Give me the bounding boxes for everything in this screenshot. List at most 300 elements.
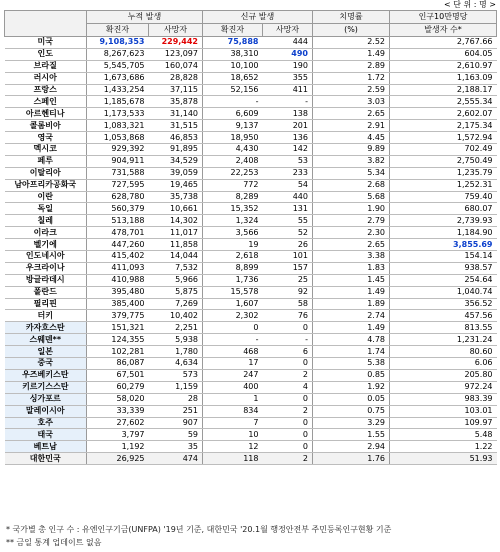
new-confirmed-cell: 834 xyxy=(203,405,263,417)
country-cell: 이라크 xyxy=(5,227,87,239)
new-deaths-cell: 0 xyxy=(263,441,313,453)
country-cell: 터키 xyxy=(5,310,87,322)
table-row xyxy=(5,334,497,346)
cumulative-confirmed-cell: 929,392 xyxy=(87,144,149,156)
country-cell: 스페인 xyxy=(5,96,87,108)
per-100k-cell: 2,739.93 xyxy=(390,215,497,227)
country-cell: 일본 xyxy=(5,346,87,358)
country-cell: 콜롬비아 xyxy=(5,120,87,132)
table-row xyxy=(5,203,497,215)
cumulative-confirmed-cell: 513,188 xyxy=(87,215,149,227)
table-row xyxy=(5,441,497,453)
cumulative-deaths-cell: 37,115 xyxy=(149,84,203,96)
new-confirmed-cell: 18,950 xyxy=(203,132,263,144)
new-confirmed-cell: 1,736 xyxy=(203,274,263,286)
table-row xyxy=(5,322,497,334)
fatality-rate-cell: 1.92 xyxy=(313,381,390,393)
fatality-rate-cell: 5.68 xyxy=(313,191,390,203)
table-row xyxy=(5,96,497,108)
per-100k-cell: 457.56 xyxy=(390,310,497,322)
fatality-rate-cell: 1.74 xyxy=(313,346,390,358)
cumulative-deaths-cell: 19,465 xyxy=(149,179,203,191)
fatality-rate-cell: 5.34 xyxy=(313,167,390,179)
new-deaths-cell: 101 xyxy=(263,251,313,263)
cumulative-confirmed-cell: 727,595 xyxy=(87,179,149,191)
new-deaths-cell: 0 xyxy=(263,358,313,370)
cumulative-confirmed-cell: 26,925 xyxy=(87,453,149,465)
new-confirmed-cell: 52,156 xyxy=(203,84,263,96)
new-confirmed-cell: 0 xyxy=(203,322,263,334)
header-fatality: 치명률 xyxy=(313,11,390,24)
new-confirmed-cell: 9,137 xyxy=(203,120,263,132)
header-cum-deaths: 사망자 xyxy=(149,24,203,37)
new-deaths-cell: 0 xyxy=(263,429,313,441)
country-cell: 프랑스 xyxy=(5,84,87,96)
per-100k-cell: 1,235.79 xyxy=(390,167,497,179)
new-confirmed-cell: 75,888 xyxy=(203,37,263,49)
cumulative-deaths-cell: 10,402 xyxy=(149,310,203,322)
fatality-rate-cell: 3.82 xyxy=(313,155,390,167)
per-100k-cell: 1.22 xyxy=(390,441,497,453)
per-100k-cell: 1,572.94 xyxy=(390,132,497,144)
new-confirmed-cell: - xyxy=(203,96,263,108)
new-confirmed-cell: 10,100 xyxy=(203,60,263,72)
country-cell: 러시아 xyxy=(5,72,87,84)
table-row xyxy=(5,405,497,417)
new-deaths-cell: 4 xyxy=(263,381,313,393)
table-row xyxy=(5,191,497,203)
new-deaths-cell: 444 xyxy=(263,37,313,49)
per-100k-cell: 702.49 xyxy=(390,144,497,156)
fatality-rate-cell: 2.74 xyxy=(313,310,390,322)
country-cell: 베트남 xyxy=(5,441,87,453)
table-row xyxy=(5,155,497,167)
cumulative-confirmed-cell: 447,260 xyxy=(87,239,149,251)
per-100k-cell: 80.60 xyxy=(390,346,497,358)
cumulative-deaths-cell: 11,017 xyxy=(149,227,203,239)
fatality-rate-cell: 3.38 xyxy=(313,251,390,263)
country-cell: 멕시코 xyxy=(5,144,87,156)
per-100k-cell: 205.80 xyxy=(390,369,497,381)
cumulative-confirmed-cell: 1,053,868 xyxy=(87,132,149,144)
new-confirmed-cell: 12 xyxy=(203,441,263,453)
cumulative-confirmed-cell: 1,433,254 xyxy=(87,84,149,96)
cumulative-deaths-cell: 7,269 xyxy=(149,298,203,310)
header-per100k: 인구10만명당 xyxy=(390,11,497,24)
new-deaths-cell: 490 xyxy=(263,48,313,60)
table-row xyxy=(5,310,497,322)
covid-stats-table xyxy=(4,10,497,465)
new-confirmed-cell: 15,352 xyxy=(203,203,263,215)
per-100k-cell: 2,610.97 xyxy=(390,60,497,72)
cumulative-deaths-cell: 14,302 xyxy=(149,215,203,227)
new-deaths-cell: 201 xyxy=(263,120,313,132)
cumulative-confirmed-cell: 3,797 xyxy=(87,429,149,441)
cumulative-deaths-cell: 123,097 xyxy=(149,48,203,60)
new-deaths-cell: 58 xyxy=(263,298,313,310)
new-confirmed-cell: 8,899 xyxy=(203,262,263,274)
country-cell: 우즈베키스탄 xyxy=(5,369,87,381)
table-row xyxy=(5,286,497,298)
new-deaths-cell: 92 xyxy=(263,286,313,298)
cumulative-confirmed-cell: 560,379 xyxy=(87,203,149,215)
per-100k-cell: 2,175.34 xyxy=(390,120,497,132)
per-100k-cell: 356.52 xyxy=(390,298,497,310)
fatality-rate-cell: 9.89 xyxy=(313,144,390,156)
new-deaths-cell: 53 xyxy=(263,155,313,167)
country-cell: 키르기스스탄 xyxy=(5,381,87,393)
fatality-rate-cell: 2.59 xyxy=(313,84,390,96)
footnote-no-update: ** 금일 통계 업데이트 없음 xyxy=(6,538,102,547)
header-per100k-sub: 발생자 수* xyxy=(390,24,497,37)
country-cell: 이란 xyxy=(5,191,87,203)
table-row xyxy=(5,393,497,405)
country-cell: 스웨덴** xyxy=(5,334,87,346)
cumulative-confirmed-cell: 27,602 xyxy=(87,417,149,429)
table-row xyxy=(5,227,497,239)
per-100k-cell: 109.97 xyxy=(390,417,497,429)
table-row xyxy=(5,369,497,381)
cumulative-deaths-cell: 11,858 xyxy=(149,239,203,251)
fatality-rate-cell: 2.65 xyxy=(313,239,390,251)
table-row xyxy=(5,132,497,144)
country-cell: 아르헨티나 xyxy=(5,108,87,120)
new-deaths-cell: - xyxy=(263,96,313,108)
table-row xyxy=(5,274,497,286)
table-row xyxy=(5,346,497,358)
footnote-population: * 국가별 총 인구 수 : 유엔인구기금(UNFPA) '19년 기준, 대한민국 '20.1월 행정안전부 주민등록인구현황 기준 xyxy=(6,525,392,534)
footnotes xyxy=(6,523,496,549)
table-row xyxy=(5,48,497,60)
new-confirmed-cell: 4,430 xyxy=(203,144,263,156)
cumulative-deaths-cell: 35 xyxy=(149,441,203,453)
fatality-rate-cell: 1.89 xyxy=(313,298,390,310)
fatality-rate-cell: 1.49 xyxy=(313,48,390,60)
table-row xyxy=(5,251,497,263)
new-deaths-cell: 136 xyxy=(263,132,313,144)
cumulative-deaths-cell: 59 xyxy=(149,429,203,441)
new-deaths-cell: 138 xyxy=(263,108,313,120)
country-cell: 호주 xyxy=(5,417,87,429)
per-100k-cell: 1,252.31 xyxy=(390,179,497,191)
table-row xyxy=(5,120,497,132)
table-row xyxy=(5,84,497,96)
country-cell: 인도 xyxy=(5,48,87,60)
cumulative-deaths-cell: 46,853 xyxy=(149,132,203,144)
cumulative-confirmed-cell: 1,173,533 xyxy=(87,108,149,120)
new-deaths-cell: 190 xyxy=(263,60,313,72)
unit-label: < 단 위 : 명 > xyxy=(443,0,496,9)
cumulative-confirmed-cell: 102,281 xyxy=(87,346,149,358)
cumulative-deaths-cell: 14,044 xyxy=(149,251,203,263)
header-fatality-unit: (%) xyxy=(313,24,390,37)
cumulative-deaths-cell: 4,634 xyxy=(149,358,203,370)
per-100k-cell: 759.40 xyxy=(390,191,497,203)
cumulative-deaths-cell: 7,532 xyxy=(149,262,203,274)
table-row xyxy=(5,72,497,84)
new-confirmed-cell: 400 xyxy=(203,381,263,393)
per-100k-cell: 103.01 xyxy=(390,405,497,417)
new-deaths-cell: 26 xyxy=(263,239,313,251)
country-cell: 영국 xyxy=(5,132,87,144)
cumulative-deaths-cell: 5,938 xyxy=(149,334,203,346)
fatality-rate-cell: 4.78 xyxy=(313,334,390,346)
new-confirmed-cell: 3,566 xyxy=(203,227,263,239)
new-confirmed-cell: 6,609 xyxy=(203,108,263,120)
new-deaths-cell: 233 xyxy=(263,167,313,179)
country-cell: 폴란드 xyxy=(5,286,87,298)
cumulative-deaths-cell: 229,442 xyxy=(149,37,203,49)
cumulative-confirmed-cell: 86,087 xyxy=(87,358,149,370)
table-row xyxy=(5,108,497,120)
table-row xyxy=(5,381,497,393)
fatality-rate-cell: 1.55 xyxy=(313,429,390,441)
fatality-rate-cell: 1.49 xyxy=(313,322,390,334)
new-deaths-cell: 2 xyxy=(263,453,313,465)
new-deaths-cell: 411 xyxy=(263,84,313,96)
cumulative-confirmed-cell: 1,185,678 xyxy=(87,96,149,108)
table-row xyxy=(5,215,497,227)
new-confirmed-cell: 19 xyxy=(203,239,263,251)
fatality-rate-cell: 2.79 xyxy=(313,215,390,227)
cumulative-deaths-cell: 31,515 xyxy=(149,120,203,132)
country-cell: 브라질 xyxy=(5,60,87,72)
table-body xyxy=(5,37,497,465)
country-cell: 카자흐스탄 xyxy=(5,322,87,334)
fatality-rate-cell: 2.30 xyxy=(313,227,390,239)
new-deaths-cell: 0 xyxy=(263,417,313,429)
country-cell: 남아프리카공화국 xyxy=(5,179,87,191)
country-cell: 필리핀 xyxy=(5,298,87,310)
fatality-rate-cell: 1.83 xyxy=(313,262,390,274)
country-cell: 벨기에 xyxy=(5,239,87,251)
cumulative-confirmed-cell: 8,267,623 xyxy=(87,48,149,60)
fatality-rate-cell: 2.65 xyxy=(313,108,390,120)
country-cell: 태국 xyxy=(5,429,87,441)
cumulative-deaths-cell: 474 xyxy=(149,453,203,465)
fatality-rate-cell: 0.75 xyxy=(313,405,390,417)
fatality-rate-cell: 2.52 xyxy=(313,37,390,49)
cumulative-confirmed-cell: 410,988 xyxy=(87,274,149,286)
fatality-rate-cell: 0.05 xyxy=(313,393,390,405)
per-100k-cell: 2,750.49 xyxy=(390,155,497,167)
table-row xyxy=(5,144,497,156)
per-100k-cell: 254.64 xyxy=(390,274,497,286)
new-confirmed-cell: 22,253 xyxy=(203,167,263,179)
per-100k-cell: 5.48 xyxy=(390,429,497,441)
new-confirmed-cell: 1,607 xyxy=(203,298,263,310)
cumulative-deaths-cell: 35,738 xyxy=(149,191,203,203)
new-deaths-cell: 131 xyxy=(263,203,313,215)
per-100k-cell: 6.06 xyxy=(390,358,497,370)
per-100k-cell: 680.07 xyxy=(390,203,497,215)
per-100k-cell: 2,602.07 xyxy=(390,108,497,120)
table-row xyxy=(5,262,497,274)
new-deaths-cell: 55 xyxy=(263,215,313,227)
cumulative-deaths-cell: 91,895 xyxy=(149,144,203,156)
country-cell: 방글라데시 xyxy=(5,274,87,286)
fatality-rate-cell: 2.68 xyxy=(313,179,390,191)
new-confirmed-cell: 468 xyxy=(203,346,263,358)
per-100k-cell: 2,555.34 xyxy=(390,96,497,108)
cumulative-confirmed-cell: 9,108,353 xyxy=(87,37,149,49)
fatality-rate-cell: 1.45 xyxy=(313,274,390,286)
table-row xyxy=(5,298,497,310)
header-cumulative: 누적 발생 xyxy=(87,11,203,24)
new-deaths-cell: 142 xyxy=(263,144,313,156)
cumulative-confirmed-cell: 411,093 xyxy=(87,262,149,274)
table-row xyxy=(5,453,497,465)
country-cell: 싱가포르 xyxy=(5,393,87,405)
cumulative-confirmed-cell: 415,402 xyxy=(87,251,149,263)
per-100k-cell: 604.05 xyxy=(390,48,497,60)
cumulative-deaths-cell: 1,159 xyxy=(149,381,203,393)
country-cell: 중국 xyxy=(5,358,87,370)
cumulative-deaths-cell: 28 xyxy=(149,393,203,405)
table-row xyxy=(5,37,497,49)
fatality-rate-cell: 2.91 xyxy=(313,120,390,132)
per-100k-cell: 1,163.09 xyxy=(390,72,497,84)
per-100k-cell: 1,040.74 xyxy=(390,286,497,298)
new-confirmed-cell: 2,618 xyxy=(203,251,263,263)
fatality-rate-cell: 2.94 xyxy=(313,441,390,453)
per-100k-cell: 2,767.66 xyxy=(390,37,497,49)
new-confirmed-cell: 18,652 xyxy=(203,72,263,84)
new-deaths-cell: 2 xyxy=(263,405,313,417)
header-cum-confirmed: 확진자 xyxy=(87,24,149,37)
table-header xyxy=(5,11,497,37)
new-confirmed-cell: 772 xyxy=(203,179,263,191)
new-confirmed-cell: 2,408 xyxy=(203,155,263,167)
new-confirmed-cell: 17 xyxy=(203,358,263,370)
cumulative-deaths-cell: 907 xyxy=(149,417,203,429)
header-country xyxy=(5,11,87,37)
table-row xyxy=(5,417,497,429)
fatality-rate-cell: 0.85 xyxy=(313,369,390,381)
new-deaths-cell: 76 xyxy=(263,310,313,322)
new-deaths-cell: 355 xyxy=(263,72,313,84)
cumulative-confirmed-cell: 58,020 xyxy=(87,393,149,405)
cumulative-deaths-cell: 31,140 xyxy=(149,108,203,120)
cumulative-deaths-cell: 28,828 xyxy=(149,72,203,84)
cumulative-deaths-cell: 1,780 xyxy=(149,346,203,358)
cumulative-deaths-cell: 2,251 xyxy=(149,322,203,334)
per-100k-cell: 2,188.17 xyxy=(390,84,497,96)
new-confirmed-cell: 8,289 xyxy=(203,191,263,203)
new-deaths-cell: 0 xyxy=(263,322,313,334)
per-100k-cell: 1,184.90 xyxy=(390,227,497,239)
cumulative-confirmed-cell: 904,911 xyxy=(87,155,149,167)
new-confirmed-cell: 1 xyxy=(203,393,263,405)
per-100k-cell: 938.57 xyxy=(390,262,497,274)
country-cell: 미국 xyxy=(5,37,87,49)
new-deaths-cell: 25 xyxy=(263,274,313,286)
cumulative-confirmed-cell: 60,279 xyxy=(87,381,149,393)
new-deaths-cell: 2 xyxy=(263,369,313,381)
per-100k-cell: 972.24 xyxy=(390,381,497,393)
fatality-rate-cell: 3.29 xyxy=(313,417,390,429)
new-confirmed-cell: 118 xyxy=(203,453,263,465)
cumulative-confirmed-cell: 379,775 xyxy=(87,310,149,322)
new-confirmed-cell: 2,302 xyxy=(203,310,263,322)
per-100k-cell: 1,231.24 xyxy=(390,334,497,346)
cumulative-deaths-cell: 5,966 xyxy=(149,274,203,286)
table-row xyxy=(5,167,497,179)
header-new-deaths: 사망자 xyxy=(263,24,313,37)
cumulative-confirmed-cell: 1,083,321 xyxy=(87,120,149,132)
fatality-rate-cell: 1.90 xyxy=(313,203,390,215)
header-new: 신규 발생 xyxy=(203,11,313,24)
new-deaths-cell: 0 xyxy=(263,393,313,405)
cumulative-deaths-cell: 5,875 xyxy=(149,286,203,298)
new-confirmed-cell: 1,324 xyxy=(203,215,263,227)
cumulative-confirmed-cell: 33,339 xyxy=(87,405,149,417)
country-cell: 대한민국 xyxy=(5,453,87,465)
country-cell: 이탈리아 xyxy=(5,167,87,179)
fatality-rate-cell: 5.38 xyxy=(313,358,390,370)
cumulative-deaths-cell: 160,074 xyxy=(149,60,203,72)
per-100k-cell: 51.93 xyxy=(390,453,497,465)
cumulative-confirmed-cell: 478,701 xyxy=(87,227,149,239)
fatality-rate-cell: 1.76 xyxy=(313,453,390,465)
cumulative-confirmed-cell: 628,780 xyxy=(87,191,149,203)
cumulative-confirmed-cell: 385,400 xyxy=(87,298,149,310)
new-confirmed-cell: 15,578 xyxy=(203,286,263,298)
cumulative-deaths-cell: 251 xyxy=(149,405,203,417)
cumulative-confirmed-cell: 1,192 xyxy=(87,441,149,453)
country-cell: 말레이시아 xyxy=(5,405,87,417)
new-deaths-cell: 157 xyxy=(263,262,313,274)
cumulative-confirmed-cell: 731,588 xyxy=(87,167,149,179)
per-100k-cell: 154.14 xyxy=(390,251,497,263)
cumulative-deaths-cell: 35,878 xyxy=(149,96,203,108)
table-row xyxy=(5,358,497,370)
cumulative-confirmed-cell: 124,355 xyxy=(87,334,149,346)
table-row xyxy=(5,179,497,191)
new-deaths-cell: 52 xyxy=(263,227,313,239)
fatality-rate-cell: 1.72 xyxy=(313,72,390,84)
new-confirmed-cell: - xyxy=(203,334,263,346)
new-confirmed-cell: 38,310 xyxy=(203,48,263,60)
new-confirmed-cell: 247 xyxy=(203,369,263,381)
fatality-rate-cell: 3.03 xyxy=(313,96,390,108)
country-cell: 우크라이나 xyxy=(5,262,87,274)
cumulative-deaths-cell: 39,059 xyxy=(149,167,203,179)
cumulative-confirmed-cell: 395,480 xyxy=(87,286,149,298)
header-new-confirmed: 확진자 xyxy=(203,24,263,37)
country-cell: 칠레 xyxy=(5,215,87,227)
fatality-rate-cell: 1.49 xyxy=(313,286,390,298)
cumulative-confirmed-cell: 5,545,705 xyxy=(87,60,149,72)
table-row xyxy=(5,60,497,72)
country-cell: 페루 xyxy=(5,155,87,167)
cumulative-confirmed-cell: 151,321 xyxy=(87,322,149,334)
new-deaths-cell: 6 xyxy=(263,346,313,358)
new-deaths-cell: 54 xyxy=(263,179,313,191)
per-100k-cell: 3,855.69 xyxy=(390,239,497,251)
table-row xyxy=(5,239,497,251)
country-cell: 인도네시아 xyxy=(5,251,87,263)
new-deaths-cell: 440 xyxy=(263,191,313,203)
cumulative-deaths-cell: 573 xyxy=(149,369,203,381)
per-100k-cell: 813.55 xyxy=(390,322,497,334)
new-confirmed-cell: 10 xyxy=(203,429,263,441)
cumulative-deaths-cell: 34,529 xyxy=(149,155,203,167)
fatality-rate-cell: 4.45 xyxy=(313,132,390,144)
fatality-rate-cell: 2.89 xyxy=(313,60,390,72)
cumulative-confirmed-cell: 67,501 xyxy=(87,369,149,381)
table-row xyxy=(5,429,497,441)
